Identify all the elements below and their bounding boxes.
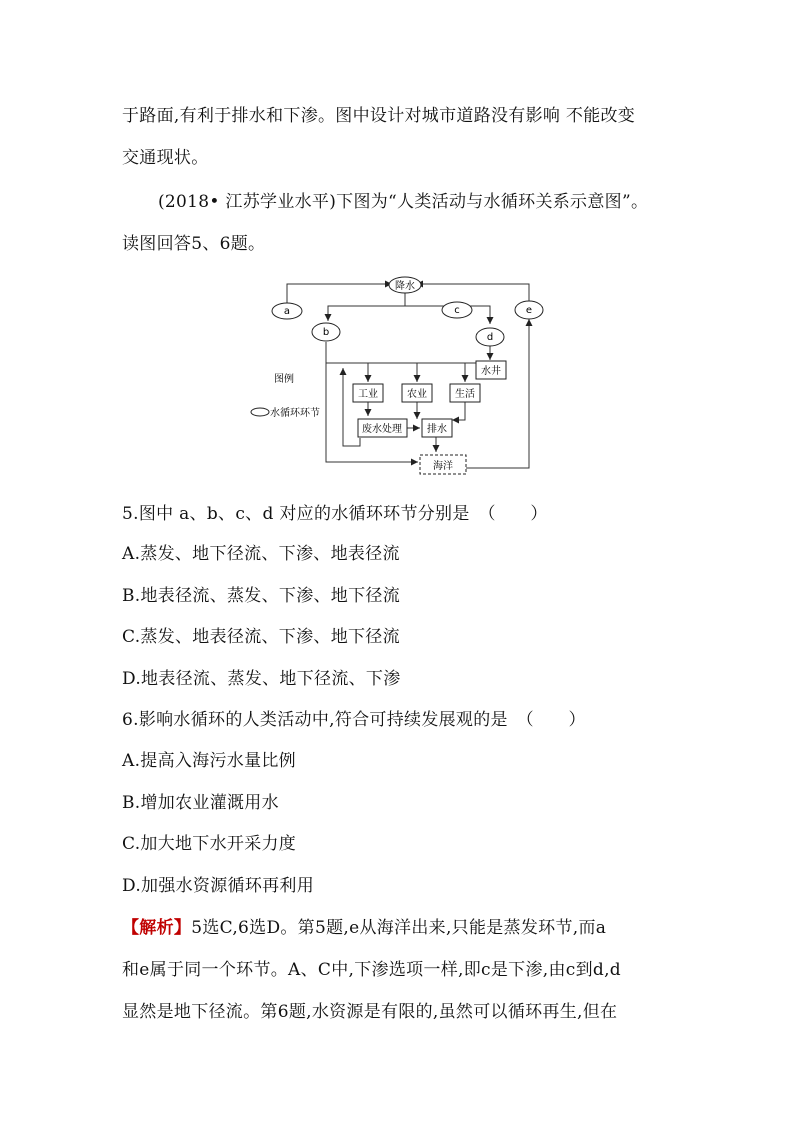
analysis-tag: 【解析】 <box>122 918 192 938</box>
intro-line-1: 于路面,有利于排水和下渗。图中设计对城市道路没有影响 不能改变 <box>122 106 636 126</box>
q6-stem: 6.影响水循环的人类活动中,符合可持续发展观的是 （ ） <box>122 710 586 730</box>
q5-option-c: C.蒸发、地表径流、下渗、地下径流 <box>122 627 400 647</box>
analysis-line-2: 和e属于同一个环节。A、C中,下渗选项一样,即c是下渗,由c到d,d <box>122 960 621 980</box>
industry-label: 工业 <box>358 389 378 400</box>
intro-line-4: 读图回答5、6题。 <box>122 234 266 254</box>
node-c-label: c <box>454 305 460 316</box>
node-d-label: d <box>486 332 494 343</box>
ocean-label: 海洋 <box>433 461 453 472</box>
well-label: 水井 <box>481 366 501 377</box>
intro-line-2: 交通现状。 <box>122 148 209 168</box>
q6-option-d: D.加强水资源循环再利用 <box>122 876 315 896</box>
q6-option-a: A.提高入海污水量比例 <box>122 751 296 771</box>
q6-option-c: C.加大地下水开采力度 <box>122 834 297 854</box>
legend-title: 图例 <box>274 374 294 385</box>
analysis-line-3: 显然是地下径流。第6题,水资源是有限的,虽然可以循环再生,但在 <box>122 1002 618 1022</box>
legend-item: 水循环环节 <box>270 408 320 419</box>
agriculture-label: 农业 <box>407 389 427 400</box>
q5-option-b: B.地表径流、蒸发、下渗、地下径流 <box>122 586 400 606</box>
legend-ellipse-icon <box>251 408 269 416</box>
analysis-text-1: 5选C,6选D。第5题,e从海洋出来,只能是蒸发环节,而a <box>191 918 607 938</box>
water-cycle-diagram <box>240 270 550 480</box>
drain-label: 排水 <box>427 424 447 435</box>
intro-line-3: (2018• 江苏学业水平)下图为“人类活动与水循环关系示意图”。 <box>158 192 649 212</box>
q6-option-b: B.增加农业灌溉用水 <box>122 793 279 813</box>
rain-label: 降水 <box>395 281 415 292</box>
q5-stem: 5.图中 a、b、c、d 对应的水循环环节分别是 （ ） <box>122 504 548 524</box>
node-b-label: b <box>322 327 330 338</box>
life-label: 生活 <box>455 389 475 400</box>
q5-option-d: D.地表径流、蒸发、地下径流、下渗 <box>122 669 401 689</box>
node-a-label: a <box>283 306 291 317</box>
node-e-label: e <box>525 305 533 316</box>
treatment-label: 废水处理 <box>362 424 402 435</box>
analysis-line-1 <box>122 916 606 940</box>
q5-option-a: A.蒸发、地下径流、下渗、地表径流 <box>122 544 400 564</box>
